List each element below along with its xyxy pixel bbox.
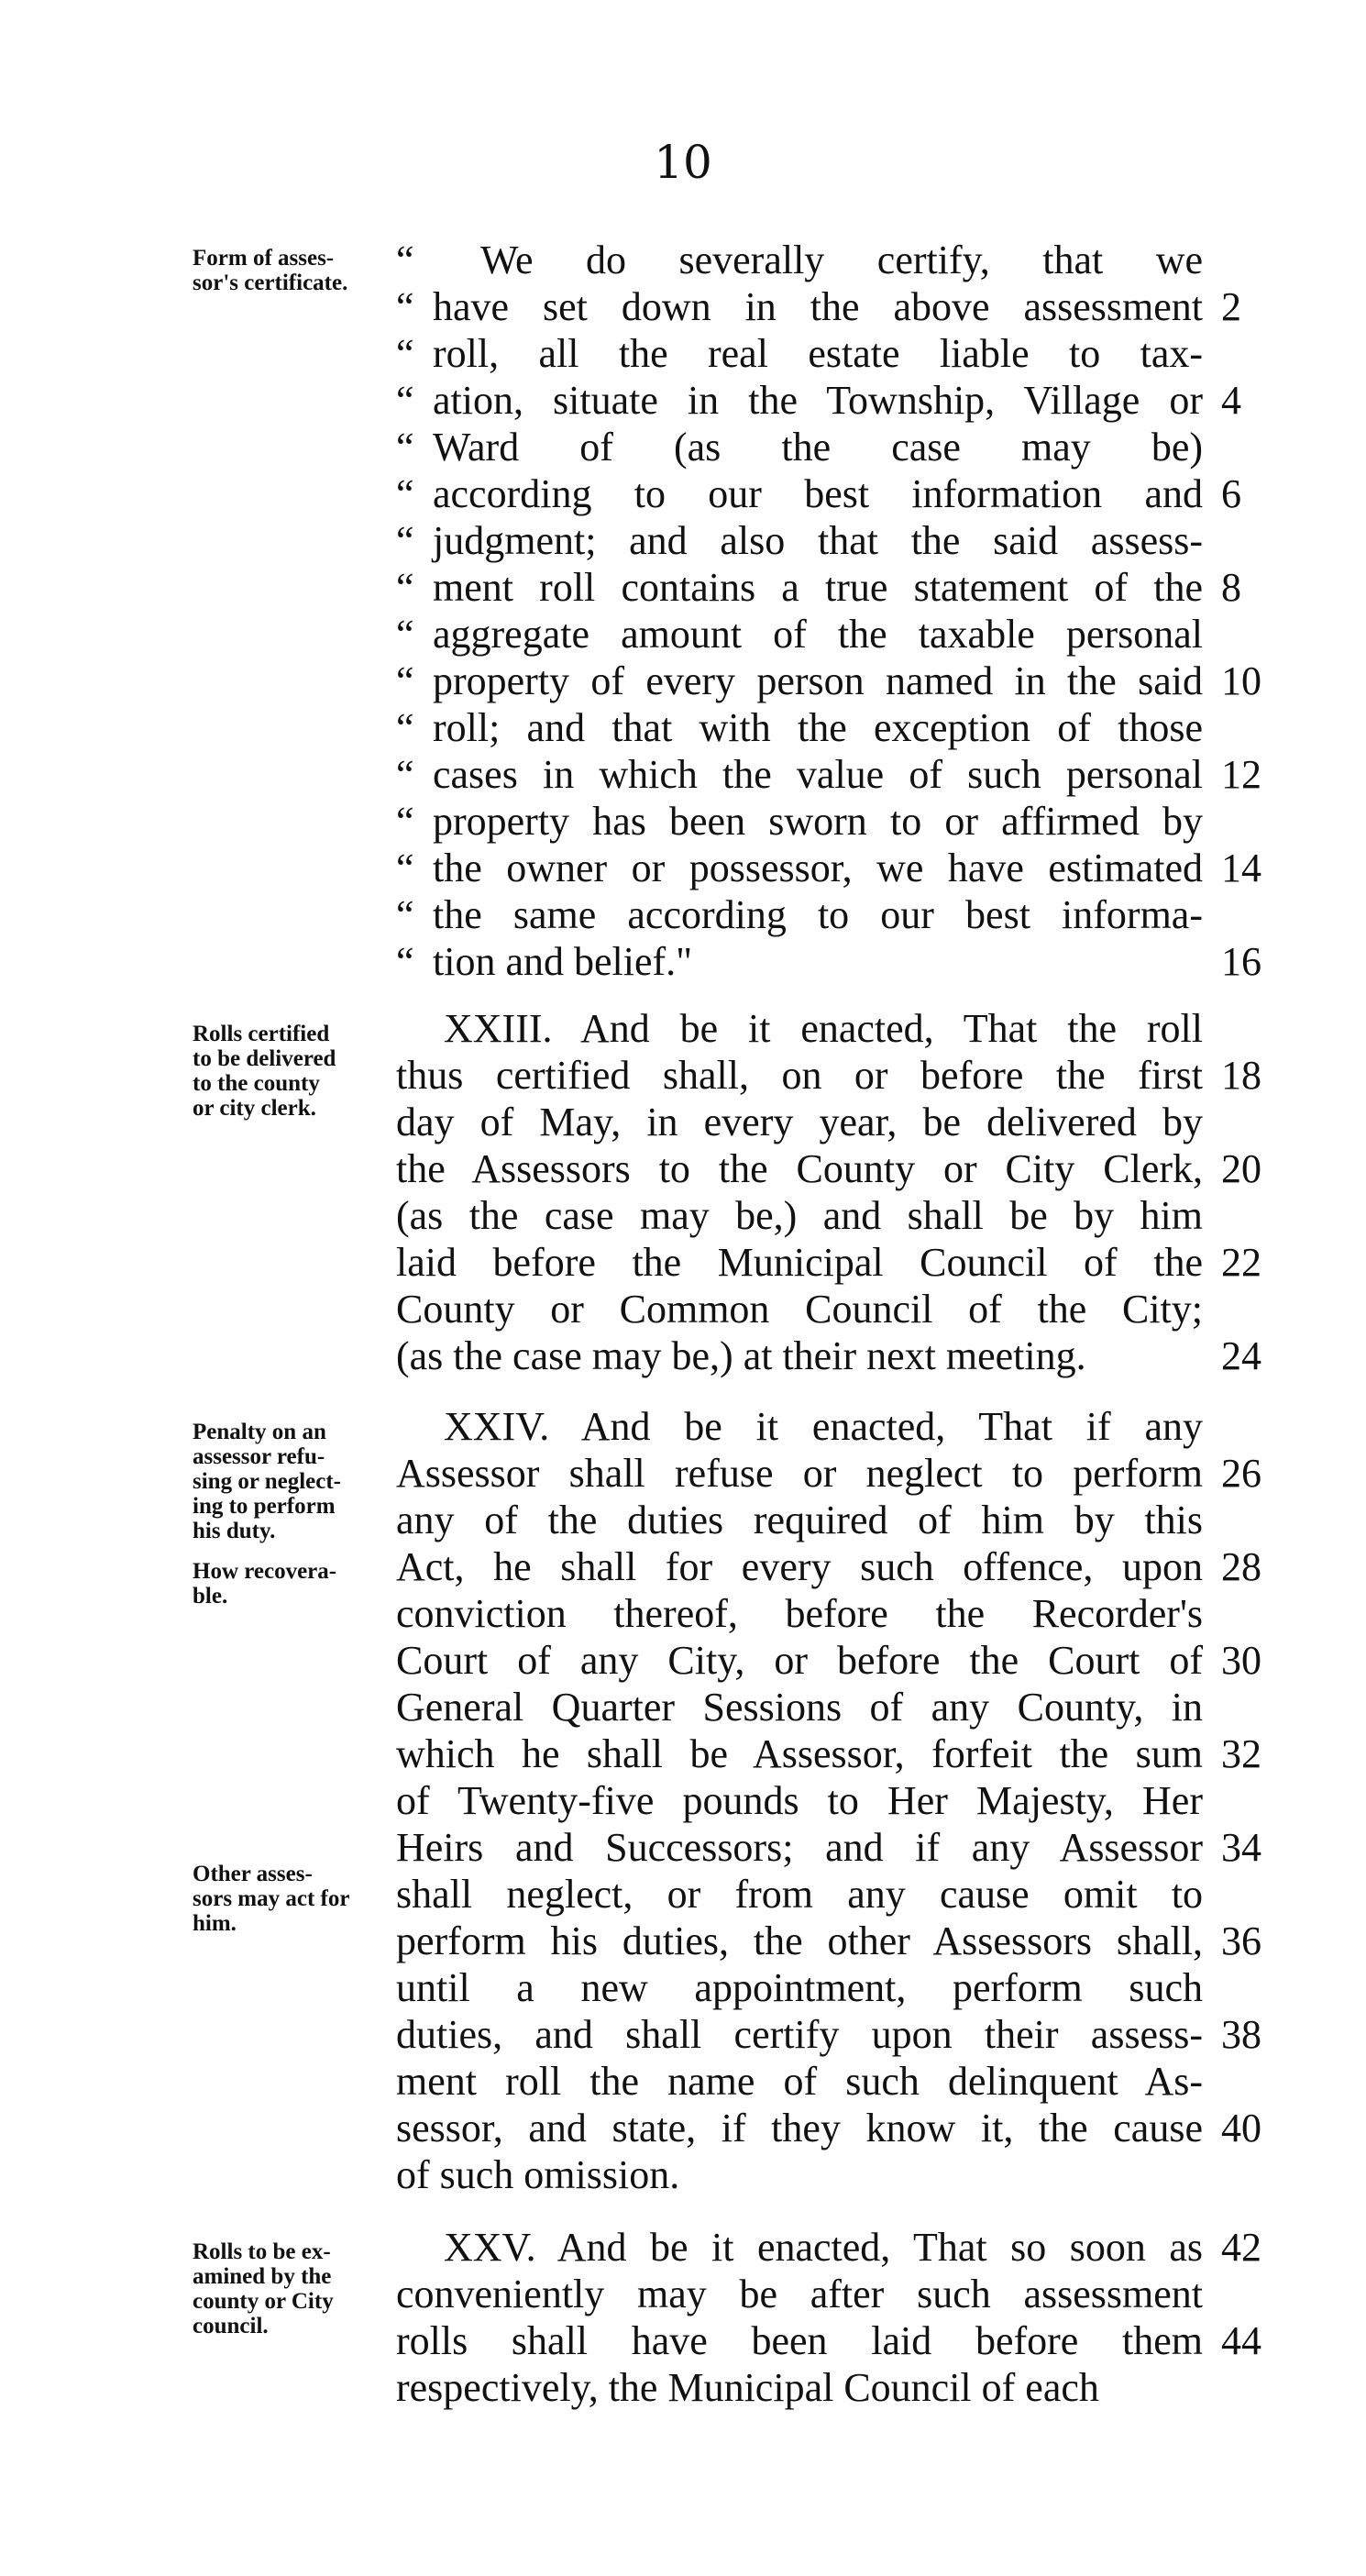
text-line <box>396 2011 1320 2058</box>
margin-note-line: council. <box>193 2314 269 2338</box>
text-line-content: which he shall be Assessor, forfeit the sum <box>396 1731 1203 1776</box>
line-number: 16 <box>1221 939 1261 984</box>
line-number: 40 <box>1221 2106 1261 2150</box>
margin-note-line: Rolls certified <box>193 1022 330 1046</box>
text-line-content: according to our best information and <box>433 471 1203 516</box>
margin-note-line: him. <box>193 1911 237 1936</box>
line-number: 2 <box>1221 284 1241 329</box>
text-line <box>396 1332 1320 1379</box>
text-line <box>396 1730 1320 1777</box>
text-line-content: perform his duties, the other Assessors shall, <box>396 1918 1203 1963</box>
quote-mark: “ <box>396 378 414 423</box>
text-line-content: laid before the Municipal Council of the <box>396 1240 1203 1285</box>
text-line <box>396 2224 1320 2271</box>
section-25-block <box>396 2224 1320 2411</box>
text-line-content: We do severally certify, that we <box>480 238 1203 282</box>
margin-note-how-recoverable <box>193 1559 376 1609</box>
margin-note-line: assessor refu- <box>193 1444 325 1469</box>
margin-note-line: sing or neglect- <box>193 1469 342 1494</box>
text-line <box>396 470 1320 517</box>
line-number: 44 <box>1221 2318 1261 2363</box>
text-line-content: aggregate amount of the taxable personal <box>433 612 1203 657</box>
margin-note-form-of-certificate <box>193 246 376 295</box>
margin-note-line: Rolls to be ex- <box>193 2239 331 2264</box>
text-line-content: Assessor shall refuse or neglect to perform <box>396 1451 1203 1496</box>
text-line-content: the owner or possessor, we have estimated <box>433 846 1203 890</box>
text-line <box>396 1590 1320 1637</box>
quote-mark: “ <box>396 425 414 470</box>
text-line <box>396 424 1320 470</box>
text-line <box>396 283 1320 330</box>
text-line <box>396 237 1320 283</box>
margin-note-line: to be delivered <box>193 1046 336 1071</box>
text-line-content: thus certified shall, on or before the first <box>396 1053 1203 1098</box>
line-number: 14 <box>1221 846 1261 890</box>
text-line <box>396 1286 1320 1332</box>
text-line <box>396 1543 1320 1590</box>
margin-note-line: sor's certificate. <box>193 271 348 295</box>
text-line-content: XXIII. And be it enacted, That the roll <box>444 1006 1203 1051</box>
text-line-content: roll, all the real estate liable to tax- <box>433 331 1203 376</box>
text-line <box>396 1777 1320 1824</box>
text-line <box>396 1871 1320 1918</box>
text-line <box>396 377 1320 424</box>
margin-note-other-assessors <box>193 1862 376 1936</box>
text-line <box>396 611 1320 658</box>
text-line <box>396 1964 1320 2011</box>
text-line <box>396 1637 1320 1684</box>
quote-mark: “ <box>396 565 414 610</box>
text-line <box>396 2105 1320 2151</box>
quote-mark: “ <box>396 284 414 329</box>
text-line-content: property has been sworn to or affirmed by <box>433 799 1203 844</box>
text-line-content: of Twenty-five pounds to Her Majesty, Her <box>396 1778 1203 1823</box>
text-line-content: XXV. And be it enacted, That so soon as <box>444 2225 1203 2270</box>
quote-mark: “ <box>396 939 414 984</box>
text-line-content: day of May, in every year, be delivered by <box>396 1100 1203 1144</box>
line-number: 32 <box>1221 1731 1261 1776</box>
text-line <box>396 845 1320 891</box>
text-line-content: have set down in the above assessment <box>433 284 1203 329</box>
section-23-block <box>396 1005 1320 1379</box>
margin-note-line: his duty. <box>193 1519 276 1543</box>
text-line-content: respectively, the Municipal Council of each <box>396 2365 1099 2410</box>
text-line <box>396 2271 1320 2317</box>
text-line-content: the Assessors to the County or City Clerk, <box>396 1146 1203 1191</box>
text-line <box>396 330 1320 377</box>
line-number: 10 <box>1221 658 1261 703</box>
margin-note-line: or city clerk. <box>193 1096 316 1121</box>
quote-mark: “ <box>396 331 414 376</box>
text-line-content: shall neglect, or from any cause omit to <box>396 1872 1203 1917</box>
margin-note-line: sors may act for <box>193 1886 350 1911</box>
text-line <box>396 1684 1320 1730</box>
margin-note-line: How recovera- <box>193 1559 337 1584</box>
line-number: 12 <box>1221 752 1261 797</box>
margin-note-line: county or City <box>193 2289 334 2314</box>
margin-note-rolls-examined <box>193 2239 376 2338</box>
certificate-block <box>396 237 1320 985</box>
text-line-content: ment roll the name of such delinquent As- <box>396 2059 1203 2104</box>
quote-mark: “ <box>396 799 414 844</box>
line-number: 22 <box>1221 1240 1261 1285</box>
text-line-content: ment roll contains a true statement of the <box>433 565 1203 610</box>
text-line <box>396 938 1320 985</box>
text-line-content: the same according to our best informa- <box>433 892 1203 937</box>
text-line-content: of such omission. <box>396 2152 680 2197</box>
quote-mark: “ <box>396 518 414 563</box>
text-line-content: any of the duties required of him by this <box>396 1498 1203 1542</box>
line-number: 38 <box>1221 2012 1261 2057</box>
text-line <box>396 658 1320 704</box>
quote-mark: “ <box>396 471 414 516</box>
line-number: 42 <box>1221 2225 1261 2270</box>
text-line-content: judgment; and also that the said assess- <box>433 518 1203 563</box>
text-line <box>396 2058 1320 2105</box>
quote-mark: “ <box>396 705 414 750</box>
line-number: 36 <box>1221 1918 1261 1963</box>
text-line-content: sessor, and state, if they know it, the cause <box>396 2106 1203 2150</box>
quote-mark: “ <box>396 658 414 703</box>
text-line <box>396 751 1320 798</box>
text-line-content: (as the case may be,) at their next meeting. <box>396 1333 1086 1378</box>
line-number: 30 <box>1221 1638 1261 1683</box>
text-line-content: tion and belief." <box>433 939 693 984</box>
margin-note-line: Other asses- <box>193 1862 313 1886</box>
text-line-content: Heirs and Successors; and if any Assessor <box>396 1825 1203 1870</box>
margin-note-line: to the county <box>193 1071 320 1096</box>
text-line-content: conviction thereof, before the Recorder's <box>396 1591 1203 1636</box>
text-line <box>396 1403 1320 1450</box>
text-line <box>396 2317 1320 2364</box>
line-number: 20 <box>1221 1146 1261 1191</box>
text-line-content: duties, and shall certify upon their assess- <box>396 2012 1203 2057</box>
text-line <box>396 564 1320 611</box>
text-line <box>396 1450 1320 1497</box>
quote-mark: “ <box>396 752 414 797</box>
margin-note-penalty <box>193 1420 376 1543</box>
quote-mark: “ <box>396 612 414 657</box>
margin-note-line: Penalty on an <box>193 1420 326 1444</box>
text-line <box>396 704 1320 751</box>
line-number: 34 <box>1221 1825 1261 1870</box>
text-line-content: County or Common Council of the City; <box>396 1287 1203 1332</box>
text-line-content: (as the case may be,) and shall be by him <box>396 1193 1203 1238</box>
line-number: 8 <box>1221 565 1241 610</box>
text-line <box>396 1052 1320 1099</box>
quote-mark: “ <box>396 846 414 890</box>
line-number: 18 <box>1221 1053 1261 1098</box>
text-line <box>396 891 1320 938</box>
text-line-content: until a new appointment, perform such <box>396 1965 1203 2010</box>
margin-note-line: Form of asses- <box>193 246 335 271</box>
margin-note-line: ble. <box>193 1584 228 1609</box>
text-line <box>396 1918 1320 1964</box>
text-line-content: ation, situate in the Township, Village or <box>433 378 1203 423</box>
line-number: 4 <box>1221 378 1241 423</box>
text-line-content: Ward of (as the case may be) <box>433 425 1203 470</box>
text-line-content: conveniently may be after such assessment <box>396 2272 1203 2316</box>
text-line-content: General Quarter Sessions of any County, in <box>396 1685 1203 1730</box>
text-line <box>396 1099 1320 1145</box>
text-line <box>396 2151 1320 2198</box>
text-line <box>396 1497 1320 1543</box>
margin-note-rolls-certified <box>193 1022 376 1121</box>
margin-note-line: amined by the <box>193 2264 332 2289</box>
text-line-content: XXIV. And be it enacted, That if any <box>444 1404 1203 1449</box>
text-line <box>396 1239 1320 1286</box>
text-line-content: roll; and that with the exception of those <box>433 705 1203 750</box>
page-number: 10 <box>654 136 712 189</box>
text-line <box>396 1192 1320 1239</box>
quote-mark: “ <box>396 892 414 937</box>
text-line-content: property of every person named in the said <box>433 658 1203 703</box>
section-24-block <box>396 1403 1320 2198</box>
text-line <box>396 2364 1320 2411</box>
text-line <box>396 1005 1320 1052</box>
text-line-content: Act, he shall for every such offence, upon <box>396 1544 1203 1589</box>
text-line-content: cases in which the value of such personal <box>433 752 1203 797</box>
text-line-content: Court of any City, or before the Court of <box>396 1638 1203 1683</box>
text-line <box>396 798 1320 845</box>
line-number: 28 <box>1221 1544 1261 1589</box>
text-line <box>396 517 1320 564</box>
quote-mark: “ <box>396 238 414 282</box>
line-number: 6 <box>1221 471 1241 516</box>
text-line <box>396 1145 1320 1192</box>
margin-note-line: ing to perform <box>193 1494 336 1519</box>
line-number: 26 <box>1221 1451 1261 1496</box>
text-line <box>396 1824 1320 1871</box>
text-line-content: rolls shall have been laid before them <box>396 2318 1203 2363</box>
line-number: 24 <box>1221 1333 1261 1378</box>
